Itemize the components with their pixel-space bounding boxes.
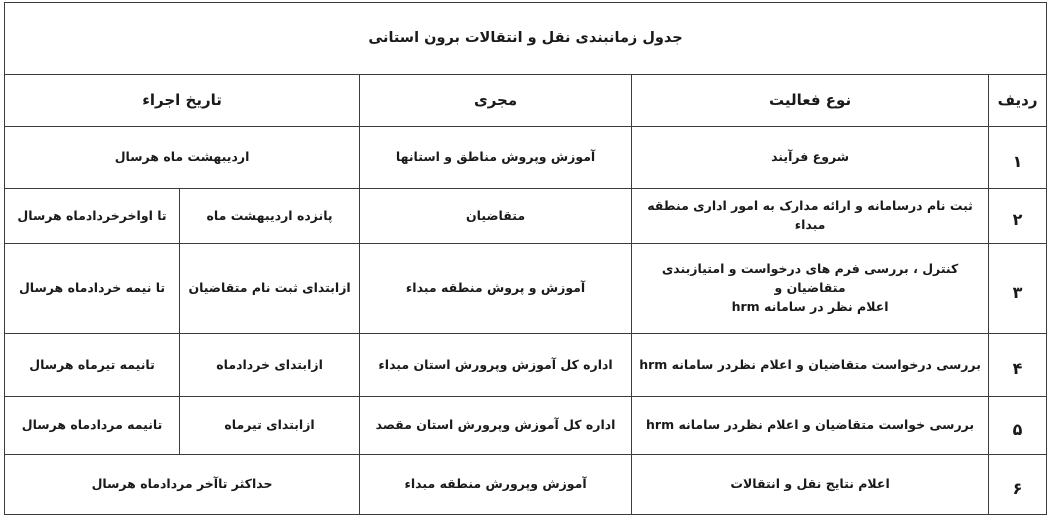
table-title: جدول زمانبندی نقل و انتقالات برون استانی [5,3,1047,75]
activity-cell: بررسی خواست متقاضیان و اعلام نظردر سامانه hrm [632,397,989,455]
executor-cell: اداره کل آموزش وپرورش استان مقصد [360,397,632,455]
row-number: ۶ [989,455,1047,515]
header-activity-type: نوع فعالیت [632,75,989,127]
header-row [5,75,1047,127]
executor-cell: متقاضیان [360,189,632,244]
executor-cell: آموزش و پروش منطقه مبداء [360,244,632,334]
executor-cell: آموزش وپرورش منطقه مبداء [360,455,632,515]
date-to-cell: تانیمه تیرماه هرسال [5,334,180,397]
row-number: ۱ [989,127,1047,189]
schedule-document [4,2,1046,514]
activity-cell [632,244,989,334]
date-cell: حداکثر تاآخر مردادماه هرسال [5,455,360,515]
header-execution-date: تاریخ اجراء [5,75,360,127]
date-to-cell: تا نیمه خردادماه هرسال [5,244,180,334]
activity-line: کنترل ، بررسی فرم های درخواست و امتیازبندی متقاضیان و [661,261,959,296]
title-row [5,3,1047,75]
date-from-cell: ازابتدای خردادماه [180,334,360,397]
date-from-cell: ازابتدای تیرماه [180,397,360,455]
date-from-cell: ازابتدای ثبت نام متقاضیان [180,244,360,334]
activity-cell: اعلام نتایج نقل و انتقالات [632,455,989,515]
date-to-cell: تا اواخرخردادماه هرسال [5,189,180,244]
header-row-number: ردیف [989,75,1047,127]
row-number: ۴ [989,334,1047,397]
row-number: ۵ [989,397,1047,455]
activity-line: اعلام نظر در سامانه hrm [731,298,889,314]
row-number: ۲ [989,189,1047,244]
table-row [5,127,1047,189]
date-cell: اردیبهشت ماه هرسال [5,127,360,189]
date-to-cell: تانیمه مردادماه هرسال [5,397,180,455]
table-row [5,455,1047,515]
executor-cell: اداره کل آموزش وپرورش استان مبداء [360,334,632,397]
executor-cell: آموزش وپروش مناطق و استانها [360,127,632,189]
date-from-cell: پانزده اردیبهشت ماه [180,189,360,244]
table-row [5,189,1047,244]
activity-cell: شروع فرآیند [632,127,989,189]
table-row [5,397,1047,455]
table-row [5,244,1047,334]
header-executor: مجری [360,75,632,127]
table-row [5,334,1047,397]
row-number: ۳ [989,244,1047,334]
schedule-table [4,2,1047,515]
activity-cell: بررسی درخواست متقاضیان و اعلام نظردر سامانه hrm [632,334,989,397]
activity-cell: ثبت نام درسامانه و ارائه مدارک به امور اداری منطقه مبداء [632,189,989,244]
